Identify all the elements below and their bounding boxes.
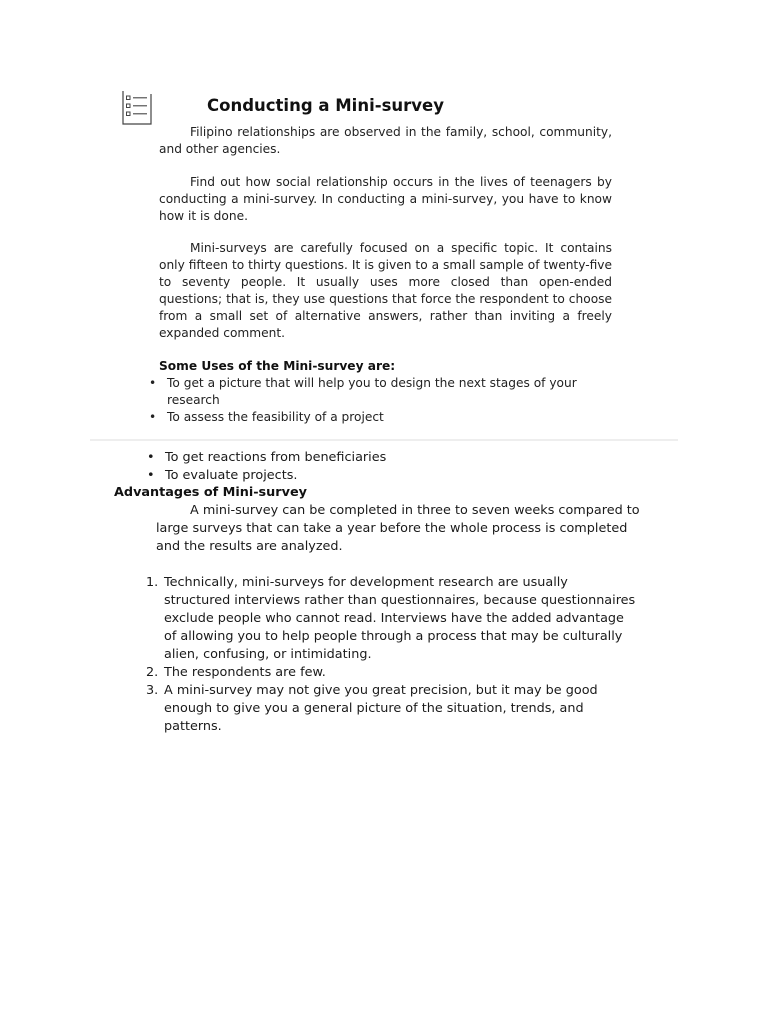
list-item: • To get reactions from beneficiaries <box>144 449 604 467</box>
uses-heading: Some Uses of the Mini-survey are: <box>159 359 396 373</box>
intro-paragraph <box>159 240 612 342</box>
list-number: 1. <box>146 575 159 590</box>
page-title: Conducting a Mini-survey <box>207 96 444 115</box>
list-item-text: The respondents are few. <box>164 665 326 680</box>
list-item: • To assess the feasibility of a project <box>146 409 586 426</box>
checklist-icon <box>118 88 154 126</box>
advantages-list <box>146 574 638 736</box>
uses-list-continued <box>144 449 604 485</box>
intro-paragraph <box>159 174 612 225</box>
page-divider <box>90 439 678 441</box>
list-item <box>146 574 638 664</box>
list-item <box>146 682 638 736</box>
list-number: 3. <box>146 683 159 698</box>
advantages-paragraph-text: A mini-survey can be completed in three to seven weeks compared to large surveys that can take a year before the whole process is completed and the results are analyzed. <box>156 503 640 554</box>
list-item <box>146 664 638 682</box>
list-item-text: A mini-survey may not give you great precision, but it may be good enough to give you a general picture of the situation, trends, and patterns. <box>164 683 598 734</box>
list-number: 2. <box>146 665 159 680</box>
uses-list <box>146 375 586 426</box>
intro-paragraph <box>159 124 612 158</box>
advantages-paragraph <box>156 502 642 556</box>
intro-paragraph-text: Find out how social relationship occurs in the lives of teenagers by conducting a mini-survey. In conducting a mini-survey, you have to know how it is done. <box>159 175 612 223</box>
intro-paragraph-text: Mini-surveys are carefully focused on a specific topic. It contains only fifteen to thirty questions. It is given to a small sample of twenty-five to seventy people. It usually uses more closed than open-ended questions; that is, they use questions that force the respondent to choose from a small set of alternative answers, rather than inviting a freely expanded comment. <box>159 241 612 340</box>
list-item: • To get a picture that will help you to design the next stages of your research <box>146 375 586 409</box>
list-item: • To evaluate projects. <box>144 467 604 485</box>
list-item-text: Technically, mini-surveys for development research are usually structured interviews rather than questionnaires, because questionnaires exclude people who cannot read. Interviews have the added advantage of allowing you to help people through a process that may be culturally alien, confusing, or intimidating. <box>164 575 636 662</box>
advantages-heading: Advantages of Mini-survey <box>114 485 307 500</box>
intro-paragraph-text: Filipino relationships are observed in the family, school, community, and other agencies. <box>159 125 612 156</box>
